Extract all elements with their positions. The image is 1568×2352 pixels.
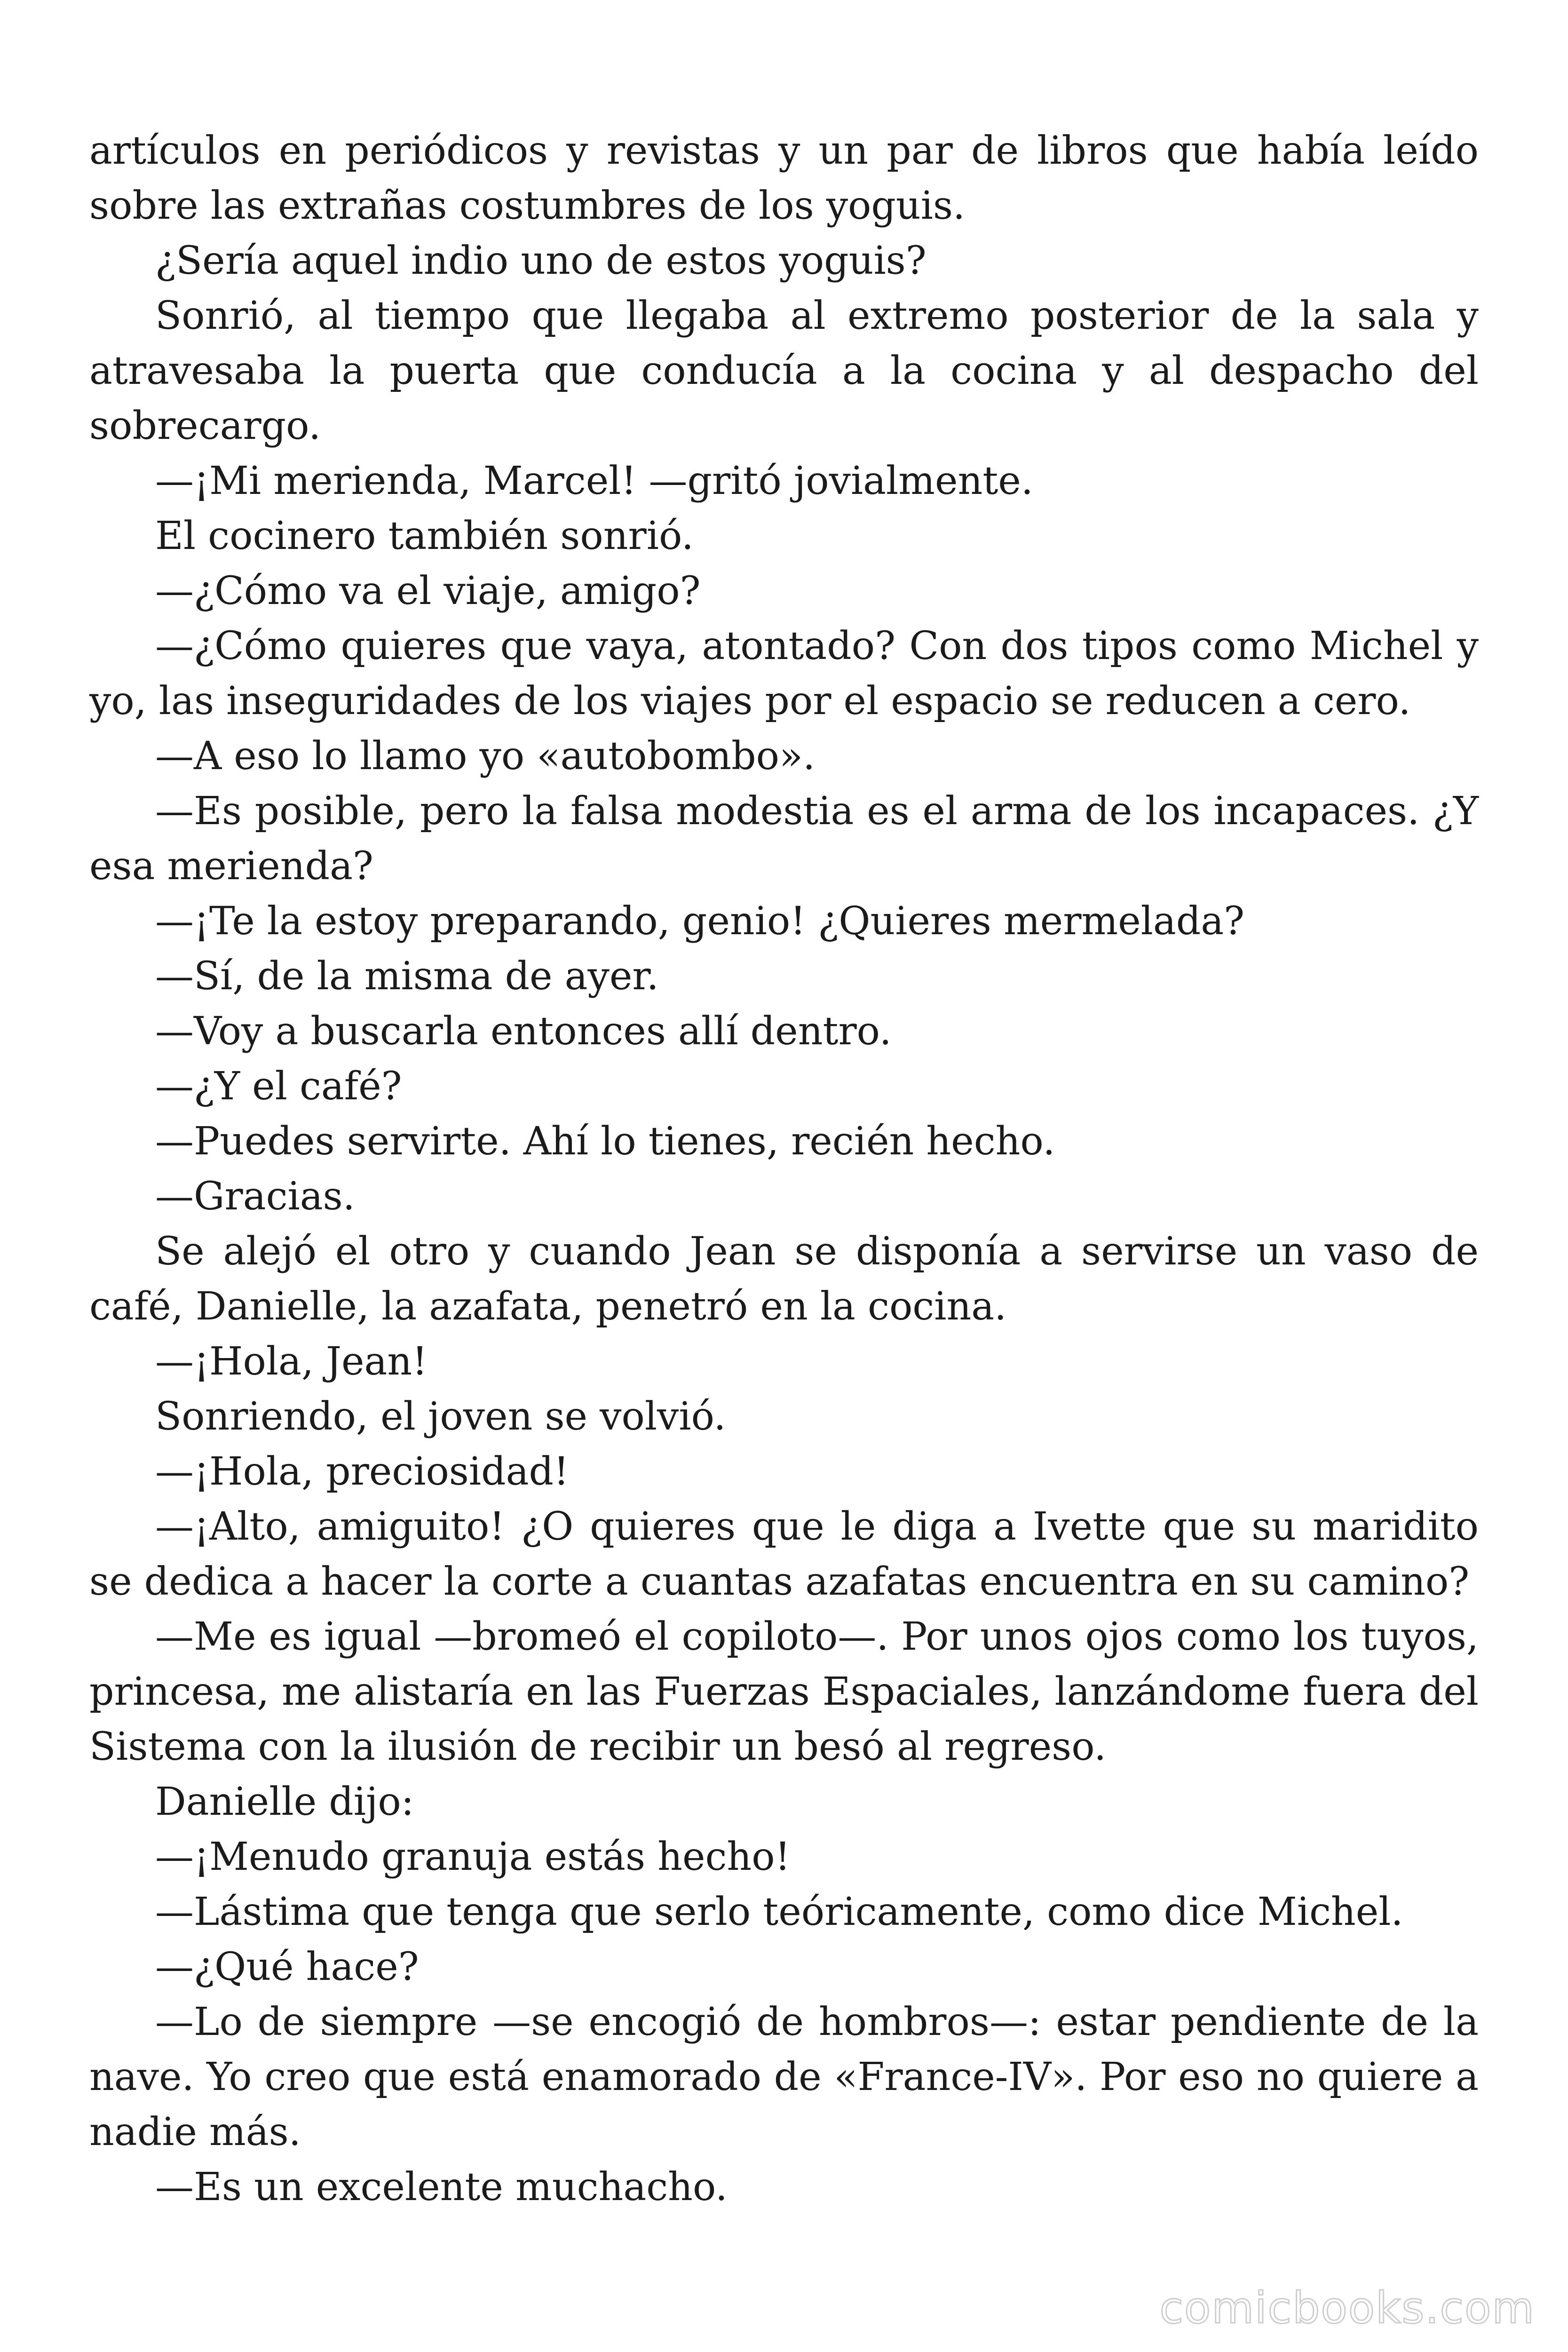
paragraph: —¡Alto, amiguito! ¿O quieres que le diga a Ivette que su maridito se dedica a hacer la corte a cuantas azafatas encuentra en su camino? [89,1504,1479,1604]
paragraph: artículos en periódicos y revistas y un par de libros que había leído sobre las extrañas costumbres de los yoguis. [89,128,1479,228]
paragraph: —Gracias. [155,1174,355,1219]
paragraph: —¿Cómo va el viaje, amigo? [155,569,701,613]
paragraph: —¡Mi merienda, Marcel! —gritó jovialmente. [155,459,1033,503]
paragraph: —¡Menudo granuja estás hecho! [155,1835,791,1879]
paragraph: Sonrió, al tiempo que llegaba al extremo posterior de la sala y atravesaba la puerta que conducía a la cocina y al despacho del sobrecargo. [89,294,1479,448]
paragraph: Se alejó el otro y cuando Jean se disponía a servirse un vaso de café, Danielle, la azafata, penetró en la cocina. [89,1229,1479,1329]
paragraph: —¡Hola, Jean! [155,1339,428,1384]
paragraph: ¿Sería aquel indio uno de estos yoguis? [155,238,927,283]
paragraph: —¡Te la estoy preparando, genio! ¿Quieres mermelada? [155,899,1245,944]
paragraph: —Sí, de la misma de ayer. [155,954,659,999]
paragraph: —Es posible, pero la falsa modestia es el arma de los incapaces. ¿Y esa merienda? [89,789,1479,889]
paragraph: Danielle dijo: [155,1780,414,1824]
paragraph: —Voy a buscarla entonces allí dentro. [155,1009,892,1054]
paragraph: —¡Hola, preciosidad! [155,1449,569,1494]
watermark: comicbooks.com [1159,2283,1535,2333]
paragraph: —Lo de siempre —se encogió de hombros—: estar pendiente de la nave. Yo creo que está enamorado de «France-IV». Por eso no quiere a nadie más. [89,2000,1479,2154]
paragraph: —Puedes servirte. Ahí lo tienes, recién hecho. [155,1119,1055,1164]
paragraph: —Lástima que tenga que serlo teóricamente, como dice Michel. [155,1890,1403,1934]
paragraph: —¿Cómo quieres que vaya, atontado? Con dos tipos como Michel y yo, las inseguridades de los viajes por el espacio se reducen a cero. [89,624,1479,723]
page-body [89,123,1479,2215]
paragraph: Sonriendo, el joven se volvió. [155,1394,726,1439]
paragraph: —¿Y el café? [155,1064,402,1109]
paragraph: —A eso lo llamo yo «autobombo». [155,734,816,779]
paragraph: —Me es igual —bromeó el copiloto—. Por unos ojos como los tuyos, princesa, me alistaría en las Fuerzas Espaciales, lanzándome fuera del Sistema con la ilusión de recibir un besó al regreso. [89,1614,1479,1769]
paragraph: —¿Qué hace? [155,1945,419,1989]
paragraph: El cocinero también sonrió. [155,514,694,558]
paragraph: —Es un excelente muchacho. [155,2165,728,2209]
